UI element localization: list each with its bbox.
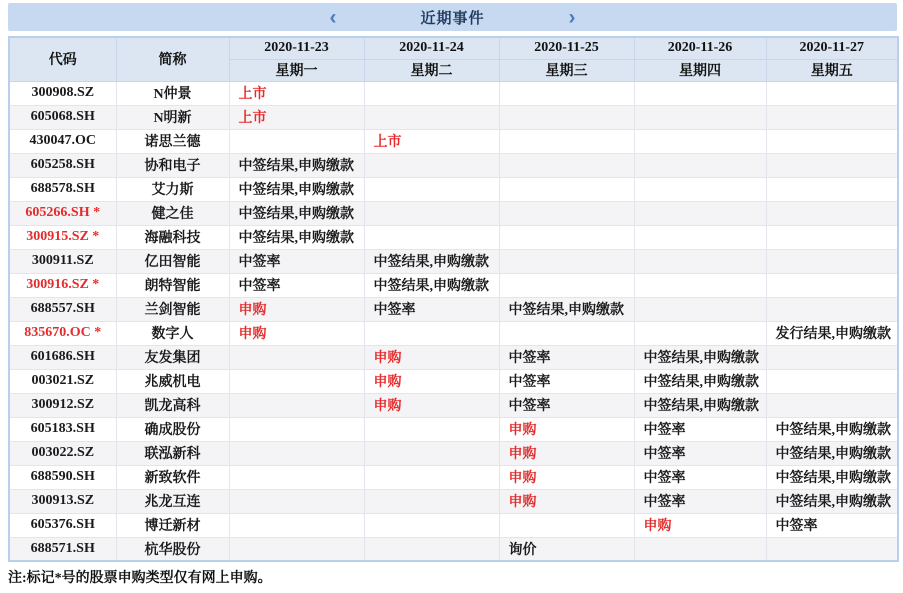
stock-name[interactable]: 海融科技 xyxy=(116,225,229,249)
date-header-fri: 2020-11-27 xyxy=(766,37,898,59)
event-cell xyxy=(499,129,634,153)
date-header-mon: 2020-11-23 xyxy=(229,37,364,59)
stock-code: 688590.SH xyxy=(9,465,116,489)
table-row xyxy=(9,417,898,441)
event-cell xyxy=(766,129,898,153)
stock-code: 300912.SZ xyxy=(9,393,116,417)
event-cell xyxy=(364,225,499,249)
stock-code: 605376.SH xyxy=(9,513,116,537)
event-cell xyxy=(364,105,499,129)
event-cell xyxy=(766,537,898,561)
event-cell: 申购 xyxy=(499,441,634,465)
event-cell xyxy=(229,417,364,441)
event-cell xyxy=(499,249,634,273)
event-cell xyxy=(364,537,499,561)
event-cell xyxy=(364,153,499,177)
table-row xyxy=(9,201,898,225)
event-cell: 中签结果,申购缴款 xyxy=(229,153,364,177)
event-cell: 中签结果,申购缴款 xyxy=(766,465,898,489)
stock-code: 003022.SZ xyxy=(9,441,116,465)
event-cell: 中签结果,申购缴款 xyxy=(766,417,898,441)
event-cell xyxy=(634,105,766,129)
weekday-header-tue: 星期二 xyxy=(364,59,499,81)
stock-name[interactable]: 兆威机电 xyxy=(116,369,229,393)
event-cell xyxy=(229,513,364,537)
event-cell xyxy=(766,105,898,129)
event-cell: 中签结果,申购缴款 xyxy=(634,345,766,369)
stock-name[interactable]: 确成股份 xyxy=(116,417,229,441)
stock-name[interactable]: N明新 xyxy=(116,105,229,129)
event-cell xyxy=(229,129,364,153)
table-row xyxy=(9,129,898,153)
event-cell: 中签结果,申购缴款 xyxy=(229,201,364,225)
event-cell xyxy=(499,225,634,249)
event-cell xyxy=(499,153,634,177)
stock-name[interactable]: 诺思兰德 xyxy=(116,129,229,153)
event-cell: 申购 xyxy=(229,297,364,321)
stock-code: 300915.SZ * xyxy=(9,225,116,249)
weekday-header-thu: 星期四 xyxy=(634,59,766,81)
table-row xyxy=(9,105,898,129)
event-cell xyxy=(364,465,499,489)
event-cell: 申购 xyxy=(499,465,634,489)
table-row xyxy=(9,321,898,345)
stock-code: 605183.SH xyxy=(9,417,116,441)
date-header-wed: 2020-11-25 xyxy=(499,37,634,59)
event-cell: 上市 xyxy=(364,129,499,153)
stock-name[interactable]: 杭华股份 xyxy=(116,537,229,561)
event-cell xyxy=(634,153,766,177)
stock-name[interactable]: 协和电子 xyxy=(116,153,229,177)
event-cell xyxy=(499,81,634,105)
stock-name[interactable]: 联泓新科 xyxy=(116,441,229,465)
event-cell: 中签率 xyxy=(229,249,364,273)
event-cell: 申购 xyxy=(499,417,634,441)
event-cell xyxy=(766,153,898,177)
stock-name[interactable]: 艾力斯 xyxy=(116,177,229,201)
table-row xyxy=(9,513,898,537)
next-week-icon[interactable]: › xyxy=(568,5,576,29)
table-row xyxy=(9,345,898,369)
event-cell: 中签结果,申购缴款 xyxy=(229,225,364,249)
nav-title: 近期事件 xyxy=(420,10,485,27)
table-header xyxy=(9,37,898,81)
stock-code: 605266.SH * xyxy=(9,201,116,225)
stock-name[interactable]: 亿田智能 xyxy=(116,249,229,273)
table-row xyxy=(9,369,898,393)
table-row xyxy=(9,441,898,465)
weekday-header-mon: 星期一 xyxy=(229,59,364,81)
stock-code: 300911.SZ xyxy=(9,249,116,273)
event-cell xyxy=(229,441,364,465)
stock-name[interactable]: N仲景 xyxy=(116,81,229,105)
stock-code: 430047.OC xyxy=(9,129,116,153)
table-row xyxy=(9,393,898,417)
event-cell xyxy=(634,225,766,249)
stock-code: 688578.SH xyxy=(9,177,116,201)
stock-code: 605068.SH xyxy=(9,105,116,129)
event-cell xyxy=(634,81,766,105)
event-cell xyxy=(634,537,766,561)
event-cell: 中签结果,申购缴款 xyxy=(364,249,499,273)
event-cell xyxy=(634,297,766,321)
table-row xyxy=(9,177,898,201)
event-cell: 中签率 xyxy=(634,465,766,489)
event-cell xyxy=(499,201,634,225)
event-cell xyxy=(499,177,634,201)
event-cell xyxy=(766,393,898,417)
event-cell xyxy=(364,417,499,441)
table-row xyxy=(9,537,898,561)
recent-events-nav-bar xyxy=(8,3,897,31)
stock-code: 688557.SH xyxy=(9,297,116,321)
event-cell xyxy=(634,177,766,201)
event-cell xyxy=(634,321,766,345)
event-cell: 中签率 xyxy=(634,441,766,465)
event-cell xyxy=(766,297,898,321)
event-cell xyxy=(634,201,766,225)
event-cell xyxy=(364,513,499,537)
event-cell: 申购 xyxy=(499,489,634,513)
code-column-header: 代码 xyxy=(9,37,116,81)
event-cell: 申购 xyxy=(364,393,499,417)
event-cell xyxy=(766,369,898,393)
event-cell: 中签结果,申购缴款 xyxy=(766,441,898,465)
stock-name[interactable]: 兰剑智能 xyxy=(116,297,229,321)
event-cell xyxy=(634,273,766,297)
stock-code: 688571.SH xyxy=(9,537,116,561)
event-cell: 发行结果,申购缴款 xyxy=(766,321,898,345)
event-cell: 中签率 xyxy=(634,489,766,513)
event-cell: 申购 xyxy=(634,513,766,537)
table-row xyxy=(9,465,898,489)
event-cell: 申购 xyxy=(364,345,499,369)
event-cell xyxy=(634,249,766,273)
event-cell xyxy=(499,105,634,129)
stock-name[interactable]: 健之佳 xyxy=(116,201,229,225)
event-cell xyxy=(766,345,898,369)
event-cell: 中签率 xyxy=(229,273,364,297)
event-cell: 申购 xyxy=(364,369,499,393)
event-cell xyxy=(229,489,364,513)
stock-code: 601686.SH xyxy=(9,345,116,369)
event-cell: 上市 xyxy=(229,105,364,129)
stock-code: 003021.SZ xyxy=(9,369,116,393)
event-cell: 中签率 xyxy=(499,369,634,393)
stock-code: 605258.SH xyxy=(9,153,116,177)
event-cell xyxy=(499,321,634,345)
event-cell xyxy=(364,489,499,513)
table-row xyxy=(9,81,898,105)
table-row xyxy=(9,249,898,273)
event-cell xyxy=(229,345,364,369)
event-cell xyxy=(766,177,898,201)
table-row xyxy=(9,225,898,249)
table-row xyxy=(9,273,898,297)
stock-name[interactable]: 兆龙互连 xyxy=(116,489,229,513)
events-calendar-table xyxy=(8,36,899,562)
event-cell: 中签率 xyxy=(364,297,499,321)
events-table-body xyxy=(9,81,898,561)
event-cell xyxy=(634,129,766,153)
event-cell xyxy=(364,177,499,201)
event-cell: 中签结果,申购缴款 xyxy=(499,297,634,321)
table-row xyxy=(9,297,898,321)
event-cell xyxy=(364,321,499,345)
event-cell: 上市 xyxy=(229,81,364,105)
event-cell xyxy=(499,273,634,297)
stock-name[interactable]: 新致软件 xyxy=(116,465,229,489)
event-cell xyxy=(364,441,499,465)
event-cell: 中签率 xyxy=(634,417,766,441)
event-cell: 中签率 xyxy=(499,393,634,417)
stock-code: 300913.SZ xyxy=(9,489,116,513)
date-header-thu: 2020-11-26 xyxy=(634,37,766,59)
event-cell: 中签率 xyxy=(766,513,898,537)
stock-code: 300908.SZ xyxy=(9,81,116,105)
stock-code: 300916.SZ * xyxy=(9,273,116,297)
event-cell xyxy=(364,81,499,105)
event-cell xyxy=(229,393,364,417)
prev-week-icon[interactable]: ‹ xyxy=(329,5,337,29)
stock-name[interactable]: 数字人 xyxy=(116,321,229,345)
event-cell xyxy=(364,201,499,225)
event-cell: 中签结果,申购缴款 xyxy=(364,273,499,297)
weekday-header-wed: 星期三 xyxy=(499,59,634,81)
date-header-tue: 2020-11-24 xyxy=(364,37,499,59)
event-cell xyxy=(766,201,898,225)
footnote: 注:标记*号的股票申购类型仅有网上申购。 xyxy=(8,571,272,586)
event-cell xyxy=(229,369,364,393)
event-cell: 中签结果,申购缴款 xyxy=(634,369,766,393)
stock-name[interactable]: 凯龙高科 xyxy=(116,393,229,417)
table-row xyxy=(9,153,898,177)
event-cell: 中签结果,申购缴款 xyxy=(766,489,898,513)
event-cell: 中签结果,申购缴款 xyxy=(229,177,364,201)
stock-code: 835670.OC * xyxy=(9,321,116,345)
event-cell: 询价 xyxy=(499,537,634,561)
event-cell xyxy=(766,225,898,249)
stock-name[interactable]: 博迁新材 xyxy=(116,513,229,537)
event-cell xyxy=(766,273,898,297)
event-cell: 中签率 xyxy=(499,345,634,369)
weekday-header-fri: 星期五 xyxy=(766,59,898,81)
event-cell: 中签结果,申购缴款 xyxy=(634,393,766,417)
event-cell: 申购 xyxy=(229,321,364,345)
stock-name[interactable]: 友发集团 xyxy=(116,345,229,369)
event-cell xyxy=(229,537,364,561)
event-cell xyxy=(766,249,898,273)
event-cell xyxy=(499,513,634,537)
stock-name[interactable]: 朗特智能 xyxy=(116,273,229,297)
event-cell xyxy=(766,81,898,105)
name-column-header: 简称 xyxy=(116,37,229,81)
table-row xyxy=(9,489,898,513)
event-cell xyxy=(229,465,364,489)
